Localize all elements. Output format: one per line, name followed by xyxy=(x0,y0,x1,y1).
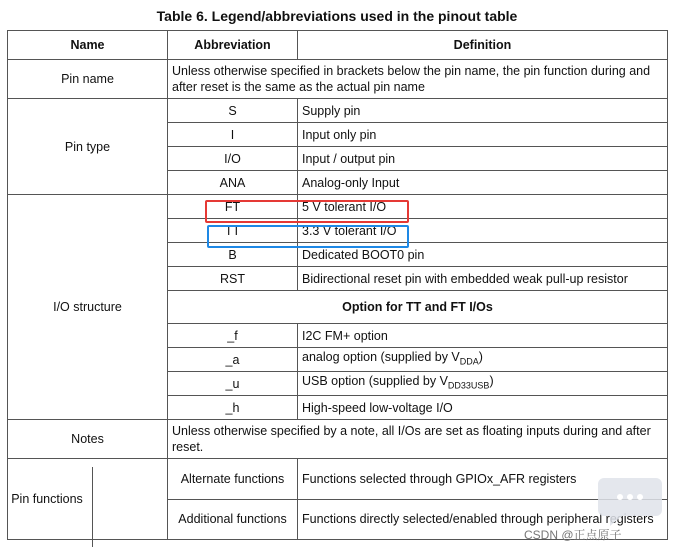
definition-cell: I2C FM+ option xyxy=(298,324,668,348)
table-row xyxy=(8,195,668,219)
abbr-cell: B xyxy=(168,243,298,267)
definition-text: USB option (supplied by V xyxy=(302,374,448,389)
definition-tail: ) xyxy=(489,374,494,389)
table-row xyxy=(8,60,668,99)
definition-notes: Unless otherwise specified by a note, all I/Os are set as floating inputs during and after reset. xyxy=(168,420,668,459)
subscript-text: DD33USB xyxy=(447,380,490,391)
definition-cell: Input only pin xyxy=(298,123,668,147)
abbr-cell-ft: FT xyxy=(168,195,298,219)
row-name-pin-name: Pin name xyxy=(8,60,168,99)
abbr-cell: S xyxy=(168,99,298,123)
definition-cell xyxy=(298,372,668,396)
abbr-cell: _a xyxy=(168,348,298,372)
definition-cell: Functions selected through GPIOx_AFR registers xyxy=(298,459,668,500)
abbr-cell-tt: TT xyxy=(168,219,298,243)
definition-cell: Analog-only Input xyxy=(298,171,668,195)
subscript-text: DDA xyxy=(459,356,479,367)
abbr-cell: _u xyxy=(168,372,298,396)
definition-cell: High-speed low-voltage I/O xyxy=(298,396,668,420)
table-caption: Table 6. Legend/abbreviations used in the pinout table xyxy=(156,8,518,24)
abbr-cell: _f xyxy=(168,324,298,348)
row-name-io-structure: I/O structure xyxy=(8,195,168,420)
table-row xyxy=(8,420,668,459)
definition-cell-tt: 3.3 V tolerant I/O xyxy=(298,219,668,243)
abbr-cell-additional: Additional functions xyxy=(168,499,298,540)
row-name-pin-type: Pin type xyxy=(8,99,168,195)
pinout-legend-table xyxy=(7,30,668,540)
table-row xyxy=(8,459,668,500)
option-header: Option for TT and FT I/Os xyxy=(168,291,668,324)
abbr-cell-alternate: Alternate functions xyxy=(168,459,298,500)
header-definition: Definition xyxy=(298,31,668,60)
watermark-text: CSDN @正点原子 xyxy=(524,528,622,542)
definition-tail: ) xyxy=(478,350,483,365)
definition-text: analog option (supplied by V xyxy=(302,350,460,365)
row-name-notes: Notes xyxy=(8,420,168,459)
definition-cell: Bidirectional reset pin with embedded weak pull-up resistor xyxy=(298,267,668,291)
definition-cell-ft: 5 V tolerant I/O xyxy=(298,195,668,219)
abbr-cell: I/O xyxy=(168,147,298,171)
header-name: Name xyxy=(8,31,168,60)
row-name-pin-functions: Pin functions xyxy=(11,492,83,506)
definition-cell: Supply pin xyxy=(298,99,668,123)
header-abbreviation: Abbreviation xyxy=(168,31,298,60)
table-row xyxy=(8,99,668,123)
abbr-cell: ANA xyxy=(168,171,298,195)
definition-cell: Dedicated BOOT0 pin xyxy=(298,243,668,267)
definition-pin-name: Unless otherwise specified in brackets below the pin name, the pin function during and after reset is the same as the actual pin name xyxy=(168,60,668,99)
abbr-cell: RST xyxy=(168,267,298,291)
definition-cell: Functions directly selected/enabled through peripheral registers xyxy=(298,499,668,540)
definition-cell: Input / output pin xyxy=(298,147,668,171)
pin-functions-divider xyxy=(92,467,93,547)
chat-bubble-icon xyxy=(594,474,666,530)
definition-cell xyxy=(298,348,668,372)
abbr-cell: _h xyxy=(168,396,298,420)
pin-functions-group xyxy=(8,459,168,540)
abbr-cell: I xyxy=(168,123,298,147)
